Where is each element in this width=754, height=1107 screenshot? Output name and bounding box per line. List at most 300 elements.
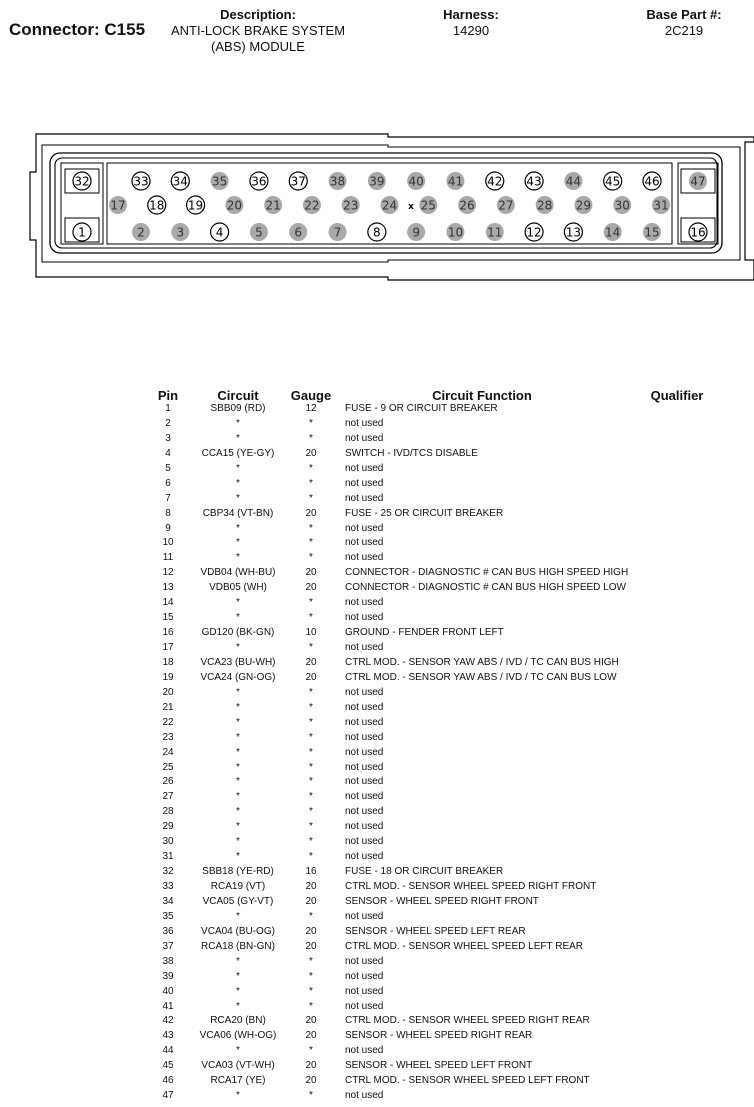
wire-gauge: * <box>309 417 313 429</box>
circuit-code: * <box>236 522 240 534</box>
pin-number: 9 <box>165 522 171 534</box>
circuit-code: VCA03 (VT-WH) <box>201 1060 275 1072</box>
harness-block <box>421 7 521 39</box>
qualifier <box>632 673 722 688</box>
wire-gauge: * <box>309 477 313 489</box>
pin-label: 6 <box>294 225 303 240</box>
qualifier <box>632 494 722 509</box>
circuit-function: not used <box>345 597 384 609</box>
qualifier <box>632 1031 722 1046</box>
pin-number: 23 <box>162 731 174 743</box>
pin-number: 7 <box>165 492 171 504</box>
pin-24 <box>381 196 399 214</box>
circuit-code: SBB18 (YE-RD) <box>202 866 274 878</box>
pin-10 <box>446 223 464 241</box>
connector-face-drawing <box>0 120 754 290</box>
col-function-header: Circuit Function <box>432 388 532 403</box>
pin-label: 20 <box>226 198 242 213</box>
wire-gauge: 20 <box>305 1075 317 1087</box>
table-row <box>150 837 722 852</box>
pin-label: 46 <box>644 174 660 189</box>
table-row <box>150 1016 722 1031</box>
table-row <box>150 1091 722 1106</box>
pin-9 <box>407 223 425 241</box>
wire-gauge: * <box>309 642 313 653</box>
pin-label: 21 <box>265 198 281 213</box>
qualifier <box>632 643 722 658</box>
qualifier <box>632 449 722 464</box>
table-row <box>150 688 722 703</box>
qualifier <box>632 434 722 449</box>
circuit-code: * <box>236 806 240 818</box>
pin-35 <box>211 172 229 190</box>
circuit-code: * <box>236 731 240 743</box>
col-circuit-header: Circuit <box>217 388 259 403</box>
pin-label: 3 <box>176 225 185 240</box>
table-row <box>150 852 722 867</box>
qualifier <box>632 733 722 748</box>
table-row <box>150 628 722 643</box>
circuit-code: * <box>236 552 240 564</box>
wire-gauge: 20 <box>305 447 317 459</box>
pin-label: 7 <box>333 225 342 240</box>
pin-label: 47 <box>690 174 706 189</box>
pin-label: 30 <box>614 198 630 213</box>
qualifier <box>632 404 722 419</box>
circuit-code: * <box>236 642 240 653</box>
circuit-code: * <box>236 970 240 982</box>
key-mark: x <box>408 202 414 212</box>
pin-15 <box>643 223 661 241</box>
pin-label: 17 <box>110 198 126 213</box>
table-row <box>150 1002 722 1017</box>
circuit-function: not used <box>345 432 384 444</box>
wire-gauge: 12 <box>305 403 317 414</box>
pin-label: 15 <box>644 225 660 240</box>
pin-table <box>150 387 722 1106</box>
pin-number: 6 <box>165 477 171 489</box>
qualifier <box>632 748 722 763</box>
qualifier <box>632 792 722 807</box>
qualifier <box>632 1076 722 1091</box>
wire-gauge: * <box>309 701 313 713</box>
qualifier <box>632 718 722 733</box>
pin-label: 44 <box>565 174 582 189</box>
circuit-function: CTRL MOD. - SENSOR WHEEL SPEED LEFT FRONT <box>345 1075 590 1087</box>
circuit-function: FUSE - 18 OR CIRCUIT BREAKER <box>345 866 504 878</box>
table-row <box>150 583 722 598</box>
base-part-label: Base Part #: <box>646 7 722 22</box>
pin-42 <box>486 172 504 190</box>
pin-label: 4 <box>215 225 224 240</box>
table-row <box>150 912 722 927</box>
circuit-function: not used <box>345 761 384 773</box>
qualifier <box>632 658 722 673</box>
pin-label: 1 <box>78 225 86 240</box>
qualifier <box>632 777 722 792</box>
wire-gauge: * <box>309 985 313 997</box>
pin-1 <box>73 223 91 241</box>
pin-31 <box>652 196 670 214</box>
circuit-code: RCA20 (BN) <box>210 1015 266 1027</box>
circuit-function: not used <box>345 552 384 564</box>
qualifier <box>632 688 722 703</box>
table-row <box>150 658 722 673</box>
table-row <box>150 927 722 942</box>
pin-12 <box>525 223 543 241</box>
pin-label: 35 <box>211 174 228 189</box>
pin-20 <box>225 196 243 214</box>
wire-gauge: * <box>309 955 313 967</box>
circuit-function: SENSOR - WHEEL SPEED LEFT REAR <box>345 925 526 937</box>
pin-label: 22 <box>304 198 320 213</box>
wire-gauge: * <box>309 686 313 698</box>
circuit-code: VCA04 (BU-OG) <box>201 925 275 937</box>
wire-gauge: * <box>309 432 313 444</box>
circuit-function: not used <box>345 417 384 429</box>
circuit-code: * <box>236 851 240 863</box>
pin-47 <box>689 172 707 190</box>
connector-title: Connector: C155 <box>9 20 146 39</box>
circuit-code: CBP34 (VT-BN) <box>202 507 274 519</box>
qualifier <box>632 598 722 613</box>
qualifier <box>632 957 722 972</box>
circuit-code: VCA05 (GY-VT) <box>202 895 274 907</box>
circuit-function: CONNECTOR - DIAGNOSTIC # CAN BUS HIGH SPEED LOW <box>345 582 626 594</box>
pin-label: 32 <box>74 174 90 189</box>
pin-label: 9 <box>412 225 420 240</box>
circuit-function: not used <box>345 522 384 534</box>
circuit-code: * <box>236 791 240 803</box>
pin-number: 42 <box>162 1015 174 1027</box>
pin-number: 15 <box>162 612 174 624</box>
pins-layer <box>73 172 707 241</box>
circuit-function: not used <box>345 462 384 474</box>
qualifier <box>632 972 722 987</box>
table-row <box>150 538 722 553</box>
table-row <box>150 822 722 837</box>
pin-11 <box>486 223 504 241</box>
col-pin-header: Pin <box>157 388 179 403</box>
table-row <box>150 404 722 419</box>
pin-40 <box>407 172 425 190</box>
table-row <box>150 524 722 539</box>
pin-21 <box>264 196 282 214</box>
circuit-function: SENSOR - WHEEL SPEED RIGHT FRONT <box>345 895 539 907</box>
pin-41 <box>446 172 464 190</box>
base-part-block <box>624 7 744 39</box>
base-part-value: 2C219 <box>664 23 704 38</box>
circuit-code: GD120 (BK-GN) <box>201 627 275 639</box>
pin-number: 11 <box>162 552 174 564</box>
table-row <box>150 494 722 509</box>
circuit-code: VCA06 (WH-OG) <box>199 1030 277 1042</box>
qualifier <box>632 927 722 942</box>
pin-label: 29 <box>575 198 592 213</box>
table-header-row <box>150 387 722 404</box>
wire-gauge: * <box>309 537 313 549</box>
circuit-code: * <box>236 597 240 609</box>
pin-number: 44 <box>162 1045 174 1057</box>
pin-label: 8 <box>373 225 381 240</box>
circuit-code: * <box>236 716 240 728</box>
circuit-code: * <box>236 701 240 713</box>
pin-3 <box>171 223 189 241</box>
pin-number: 32 <box>162 866 174 878</box>
pin-38 <box>329 172 347 190</box>
pin-label: 18 <box>149 198 165 213</box>
circuit-function: not used <box>345 612 384 624</box>
wire-gauge: 20 <box>305 671 317 683</box>
table-row <box>150 643 722 658</box>
pin-number: 3 <box>165 432 171 444</box>
pin-number: 27 <box>162 791 174 803</box>
pin-23 <box>342 196 360 214</box>
pin-number: 26 <box>162 776 174 788</box>
table-row <box>150 718 722 733</box>
circuit-function: not used <box>345 477 384 489</box>
pin-label: 33 <box>133 174 149 189</box>
table-row <box>150 449 722 464</box>
qualifier <box>632 987 722 1002</box>
circuit-code: * <box>236 477 240 489</box>
pin-number: 5 <box>165 462 171 474</box>
table-row <box>150 748 722 763</box>
pin-45 <box>604 172 622 190</box>
circuit-code: SBB09 (RD) <box>210 403 266 414</box>
pin-number: 16 <box>162 627 174 639</box>
circuit-code: * <box>236 417 240 429</box>
pin-number: 10 <box>162 537 174 549</box>
qualifier <box>632 703 722 718</box>
circuit-code: CCA15 (YE-GY) <box>201 447 275 459</box>
wire-gauge: 20 <box>305 925 317 937</box>
table-row <box>150 553 722 568</box>
pin-label: 5 <box>255 225 263 240</box>
wire-gauge: 20 <box>305 940 317 952</box>
wire-gauge: * <box>309 492 313 504</box>
wire-gauge: * <box>309 522 313 534</box>
circuit-function: not used <box>345 985 384 997</box>
table-row <box>150 792 722 807</box>
table-row <box>150 1061 722 1076</box>
wire-gauge: * <box>309 552 313 564</box>
pin-27 <box>497 196 515 214</box>
pin-label: 31 <box>653 198 669 213</box>
col-gauge-header: Gauge <box>290 388 332 403</box>
pin-label: 13 <box>565 225 582 240</box>
circuit-function: CONNECTOR - DIAGNOSTIC # CAN BUS HIGH SPEED HIGH <box>345 567 629 579</box>
wire-gauge: * <box>309 851 313 863</box>
pin-number: 28 <box>162 806 174 818</box>
circuit-function: not used <box>345 746 384 758</box>
circuit-code: * <box>236 537 240 549</box>
pin-number: 40 <box>162 985 174 997</box>
pin-label: 37 <box>290 174 306 189</box>
table-row <box>150 419 722 434</box>
circuit-function: not used <box>345 642 384 653</box>
table-row <box>150 598 722 613</box>
table-row <box>150 568 722 583</box>
wire-gauge: 20 <box>305 582 317 594</box>
circuit-function: not used <box>345 701 384 713</box>
circuit-code: * <box>236 821 240 833</box>
pin-4 <box>211 223 229 241</box>
pin-label: 11 <box>487 225 503 240</box>
table-row <box>150 464 722 479</box>
table-row <box>150 987 722 1002</box>
qualifier <box>632 897 722 912</box>
table-row <box>150 867 722 882</box>
table-row <box>150 434 722 449</box>
pin-number: 33 <box>162 881 174 892</box>
table-row <box>150 703 722 718</box>
circuit-function: not used <box>345 716 384 728</box>
circuit-code: * <box>236 776 240 788</box>
pin-number: 19 <box>162 671 174 683</box>
qualifier <box>632 882 722 897</box>
pin-26 <box>458 196 476 214</box>
circuit-code: * <box>236 985 240 997</box>
wire-gauge: * <box>309 836 313 848</box>
wire-gauge: * <box>309 806 313 818</box>
qualifier <box>632 1061 722 1076</box>
pin-number: 35 <box>162 910 174 922</box>
pin-32 <box>73 172 91 190</box>
pin-label: 16 <box>690 225 706 240</box>
pin-number: 41 <box>162 1000 174 1012</box>
description-label: Description: <box>220 7 296 22</box>
qualifier <box>632 837 722 852</box>
pin-18 <box>148 196 166 214</box>
wire-gauge: * <box>309 1000 313 1012</box>
circuit-code: RCA19 (VT) <box>210 881 266 892</box>
pin-2 <box>132 223 150 241</box>
pin-number: 45 <box>162 1060 174 1072</box>
pin-number: 4 <box>165 447 171 459</box>
pin-14 <box>604 223 622 241</box>
wire-gauge: * <box>309 761 313 773</box>
pin-number: 17 <box>162 642 174 653</box>
circuit-function: not used <box>345 806 384 818</box>
circuit-function: CTRL MOD. - SENSOR YAW ABS / IVD / TC CAN BUS HIGH <box>345 656 619 668</box>
pin-label: 24 <box>381 198 398 213</box>
pin-number: 36 <box>162 925 174 937</box>
wire-gauge: 20 <box>305 1030 317 1042</box>
pin-label: 36 <box>251 174 267 189</box>
qualifier <box>632 1091 722 1106</box>
qualifier <box>632 867 722 882</box>
table-row <box>150 673 722 688</box>
wire-gauge: * <box>309 612 313 624</box>
circuit-function: not used <box>345 955 384 967</box>
table-row <box>150 733 722 748</box>
pin-number: 31 <box>162 851 174 863</box>
pin-label: 41 <box>447 174 464 189</box>
wire-gauge: * <box>309 1090 313 1102</box>
circuit-code: * <box>236 910 240 922</box>
circuit-code: * <box>236 1090 240 1102</box>
pin-table-body <box>150 404 722 1106</box>
circuit-function: not used <box>345 1045 384 1057</box>
qualifier <box>632 479 722 494</box>
circuit-function: CTRL MOD. - SENSOR YAW ABS / IVD / TC CAN BUS LOW <box>345 671 617 683</box>
pin-number: 2 <box>165 417 171 429</box>
qualifier <box>632 613 722 628</box>
pin-43 <box>525 172 543 190</box>
col-qualifier-header: Qualifier <box>650 388 704 403</box>
circuit-function: GROUND - FENDER FRONT LEFT <box>345 627 504 639</box>
pin-22 <box>303 196 321 214</box>
description-line1: ANTI-LOCK BRAKE SYSTEM <box>170 23 346 38</box>
table-row <box>150 1031 722 1046</box>
circuit-code: * <box>236 1000 240 1012</box>
pin-label: 23 <box>343 198 359 213</box>
wire-gauge: 20 <box>305 567 317 579</box>
pin-label: 39 <box>369 174 385 189</box>
pin-5 <box>250 223 268 241</box>
table-row <box>150 807 722 822</box>
pin-number: 34 <box>162 895 174 907</box>
circuit-code: * <box>236 1045 240 1057</box>
pin-39 <box>368 172 386 190</box>
table-row <box>150 957 722 972</box>
pin-label: 14 <box>605 225 621 240</box>
circuit-code: RCA18 (BN-GN) <box>201 940 275 952</box>
pin-number: 22 <box>162 716 174 728</box>
circuit-code: * <box>236 746 240 758</box>
pin-number: 47 <box>162 1090 174 1102</box>
description-line2: (ABS) MODULE <box>211 39 305 54</box>
pin-label: 42 <box>487 174 503 189</box>
pin-number: 38 <box>162 955 174 967</box>
qualifier <box>632 852 722 867</box>
pin-16 <box>689 223 707 241</box>
pin-number: 43 <box>162 1030 174 1042</box>
pin-number: 13 <box>162 582 174 594</box>
circuit-function: not used <box>345 851 384 863</box>
qualifier <box>632 1002 722 1017</box>
circuit-function: not used <box>345 970 384 982</box>
wire-gauge: * <box>309 462 313 474</box>
wire-gauge: * <box>309 970 313 982</box>
pin-label: 2 <box>137 225 145 240</box>
wire-gauge: 20 <box>305 1015 317 1027</box>
wire-gauge: 10 <box>305 627 317 639</box>
qualifier <box>632 763 722 778</box>
circuit-function: not used <box>345 821 384 833</box>
pin-17 <box>109 196 127 214</box>
circuit-function: SWITCH - IVD/TCS DISABLE <box>345 447 478 459</box>
circuit-function: SENSOR - WHEEL SPEED LEFT FRONT <box>345 1060 533 1072</box>
table-row <box>150 1046 722 1061</box>
pin-label: 10 <box>447 225 464 240</box>
table-row <box>150 897 722 912</box>
pin-8 <box>368 223 386 241</box>
pin-7 <box>329 223 347 241</box>
pin-29 <box>574 196 592 214</box>
table-row <box>150 972 722 987</box>
circuit-code: VDB04 (WH-BU) <box>200 567 276 579</box>
pin-36 <box>250 172 268 190</box>
table-row <box>150 479 722 494</box>
pin-number: 1 <box>165 403 171 414</box>
harness-label: Harness: <box>443 7 499 22</box>
wire-gauge: * <box>309 731 313 743</box>
qualifier <box>632 912 722 927</box>
pin-34 <box>171 172 189 190</box>
wire-gauge: * <box>309 1045 313 1057</box>
